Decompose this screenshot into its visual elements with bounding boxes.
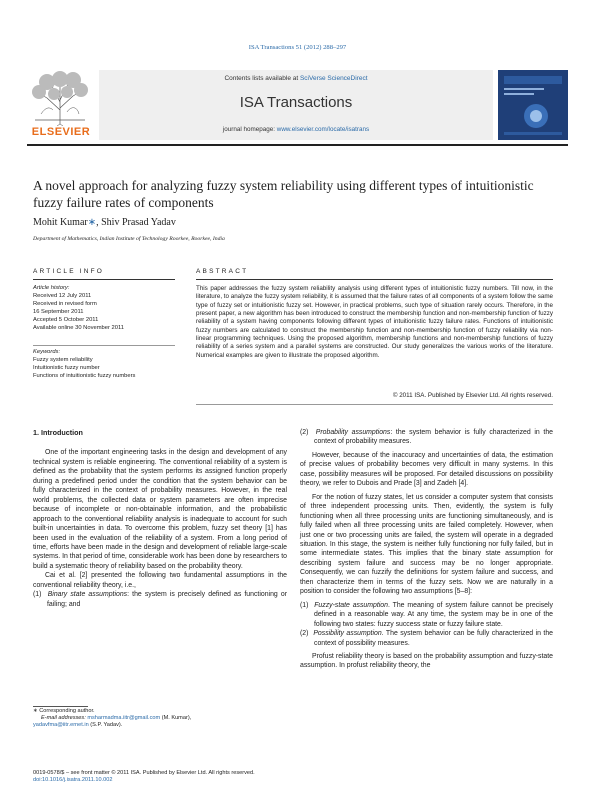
assumption-text: : the system is precisely defined as functioning or failing; and (47, 591, 287, 608)
elsevier-wordmark: ELSEVIER (31, 126, 91, 138)
body-paragraph: For the notion of fuzzy states, let us consider a computer system that consists of three independent processing units. Then, evidently, the system is fully functioning when all three processing units are functioning simultaneously, and is fully failed when all three processing units are failed completely. However, when just one or two processing units are failed, the system will operate in a degraded situation. In this stage, the system is neither fully functioning nor fully failed, but in some intermediate states. This implies that the binary state assumption for describing system failure and success may be no longer appropriate. Consequently, we can fuzzify the definitions for system failure and success, and then characterize them in terms of the fuzzy sets. Now we are naturally in a position to consider the following two assumptions [5–8]: (300, 493, 553, 596)
corresponding-author-note (33, 708, 287, 715)
page-footer (33, 770, 433, 785)
footnote-text: Corresponding author. (37, 708, 95, 714)
homepage-prefix: journal homepage: (222, 126, 277, 133)
assumption-item (300, 428, 553, 447)
item-number: (2) (300, 630, 309, 638)
section-heading: 1. Introduction (33, 428, 83, 437)
article-info-heading: ARTICLE INFO (33, 268, 105, 275)
issn-line: 0019-0578/$ – see front matter © 2011 ISA. Published by Elsevier Ltd. All rights reserved. (33, 770, 255, 776)
email-line (33, 715, 287, 722)
history-item: Accepted 5 October 2011 (33, 317, 99, 323)
assumption-title: Probability assumptions (315, 429, 391, 436)
journal-banner (99, 70, 493, 140)
email-owner: (M. Kumar), (160, 715, 192, 722)
footnote-mark: ∗ (33, 708, 38, 714)
article-info-divider (33, 345, 175, 346)
assumption-item (300, 629, 553, 648)
header-divider (27, 144, 568, 146)
assumption-item (33, 590, 287, 609)
body-paragraph: Profust reliability theory is based on the probability assumption and fuzzy-state assumption. In profust reliability theory, the (300, 652, 553, 670)
corresponding-author-mark[interactable]: ∗ (87, 217, 97, 228)
assumption-text: : the system behavior is fully characterized in the context of probability measures. (314, 429, 553, 446)
email-line (33, 722, 287, 729)
homepage-line (99, 126, 493, 133)
author-name: Shiv Prasad Yadav (101, 217, 176, 228)
abstract-bottom-divider (196, 404, 553, 405)
email-link[interactable]: yadavfma@iitr.ernet.in (33, 722, 89, 729)
keyword-item: Functions of intuitionistic fuzzy numbers (33, 373, 136, 379)
history-item: Received 12 July 2011 (33, 293, 92, 299)
abstract-text: This paper addresses the fuzzy system reliability analysis using different types of intuitionistic fuzzy numbers. Till now, in the literature, to analyze the fuzzy system reliability, it is assumed that the failure rates of all components of a system follow the same type of fuzzy set or intuitionistic fuzzy set. However, in practical problems, such type of situation rarely occurs. Therefore, in the present paper, a new algorithm has been introduced to construct the membership function and non-membership function of fuzzy reliability of a system having components following different types of intuitionistic fuzzy failure rates. Functions of intuitionistic fuzzy numbers are calculated to construct the membership function and non-membership function of fuzzy reliability via non-linear programming techniques. Using the proposed algorithm, membership functions and non-membership functions of fuzzy reliability of a series system and a parallel systems are constructed. Our study generalizes the various works of the literature. Numerical examples are given to illustrate the proposed algorithm. (196, 285, 553, 359)
keywords-label: Keywords: (33, 349, 61, 355)
history-item: 16 September 2011 (33, 309, 84, 315)
assumption-title: Possibility assumption (313, 630, 382, 638)
right-column (300, 428, 553, 671)
journal-reference[interactable]: ISA Transactions 51 (2012) 288–297 (248, 44, 347, 51)
item-number: (2) (300, 429, 309, 436)
assumption-item (300, 601, 553, 629)
article-info-divider (33, 279, 175, 280)
doi-link[interactable]: doi:10.1016/j.isatra.2011.10.002 (33, 777, 113, 784)
author-separator: , (96, 217, 102, 228)
keyword-item: Fuzzy system reliability (33, 357, 93, 363)
keyword-item: Intuitionistic fuzzy number (33, 365, 100, 371)
assumption-text: . The meaning of system failure cannot be precisely defined in a reasonable way. At any time, the system may be in one of the following two states: fuzzy success state or fuzzy failure state. (314, 601, 553, 628)
assumption-title: Binary state assumptions (47, 591, 128, 599)
homepage-link[interactable]: www.elsevier.com/locate/isatrans (276, 126, 370, 133)
history-list (33, 292, 124, 332)
keywords-list (33, 356, 135, 380)
contents-line (99, 75, 493, 82)
email-link[interactable]: msharmadma.iitr@gmail.com (87, 715, 161, 722)
footnote-divider (33, 706, 88, 707)
journal-title: ISA Transactions (239, 94, 353, 111)
author-line (33, 217, 176, 228)
body-paragraph: However, because of the inaccuracy and uncertainties of data, the estimation of precise values of probability becomes very difficult in many systems. In this case, possibility measures will be proposed. For detailed discussions on possibility theory, we refer to Dubois and Prade [3] and Zadeh [4]. (300, 451, 553, 488)
item-number: (1) (300, 601, 309, 609)
affiliation: Department of Mathematics, Indian Institute of Technology Roorkee, Roorkee, India (33, 236, 225, 242)
footnote (33, 708, 287, 730)
history-item: Available online 30 November 2011 (33, 325, 124, 331)
journal-cover-thumbnail (498, 70, 568, 140)
paper-title: A novel approach for analyzing fuzzy system reliability using different types of intuitionistic fuzzy failure rates of components (33, 178, 534, 210)
body-paragraph: One of the important engineering tasks in the design and development of any technical system is reliable engineering. The conventional reliability of a system is defined as the probability that the system performs its assigned function properly during a predefined period under the condition that the system behavior can be fully characterized in the context of probability measures. However, in the real world problems, the collected data or system parameters are often imprecise because of incomplete or non-obtainable information, and the probabilistic approach to the conventional reliability analysis is inadequate to account for such built-in uncertainties in data. To overcome this problem, fuzzy set theory [1] has been used in the evaluation of the reliability of a system. From a long period of time, efforts have been made in the design and development of reliable large-scale systems. In that period of time, considerable work has been done by researchers to build a systematic theory of reliability based on the probability theory. (33, 449, 287, 570)
assumption-title: Fuzzy-state assumption (314, 601, 388, 609)
history-label: Article history: (33, 285, 70, 291)
body-paragraph: Cai et al. [2] presented the following two fundamental assumptions in the conventional reliability theory, i.e., (33, 572, 287, 589)
left-column (33, 428, 287, 609)
history-item: Received in revised form (33, 301, 97, 307)
author-name: Mohit Kumar (33, 217, 88, 228)
sciencedirect-link[interactable]: SciVerse ScienceDirect (299, 75, 368, 82)
contents-prefix: Contents lists available at (224, 75, 300, 82)
item-number: (1) (33, 591, 42, 599)
abstract-heading: ABSTRACT (196, 268, 249, 275)
journal-header (27, 70, 568, 146)
abstract-divider (196, 279, 553, 280)
email-owner: (S.P. Yadav). (88, 722, 123, 729)
email-label: E-mail addresses: (41, 715, 88, 722)
copyright-notice: © 2011 ISA. Published by Elsevier Ltd. All rights reserved. (392, 392, 553, 399)
assumption-text: . The system behavior can be fully characterized in the context of possibility measures. (314, 630, 553, 647)
